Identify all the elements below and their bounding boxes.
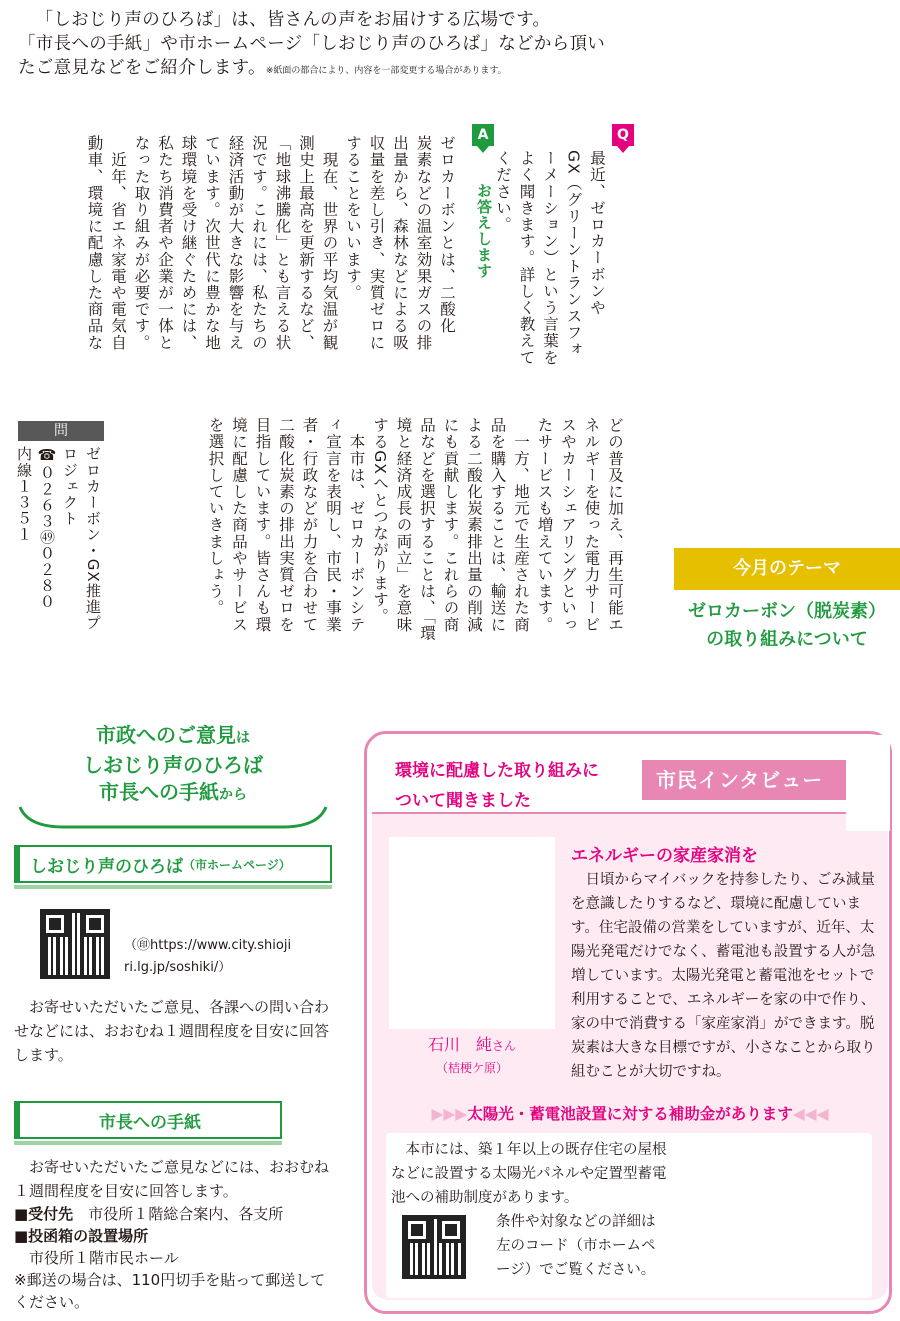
intro-line1: 「しおじり声のひろば」は、皆さんの声をお届けする広場です。 [35,10,551,30]
theme-title-line1: ゼロカーボン（脱炭素） [688,601,886,622]
hiroba-label[interactable] [14,845,332,883]
subsidy-text1: 本市には、築１年以上の既存住宅の屋根などに設置する太陽光パネルや定置型蓄電池への補助制度があります。 [391,1142,667,1206]
interviewee [389,1034,555,1079]
intro-line3: たご意見などをご紹介します。 [18,58,266,78]
intro [18,8,888,83]
letter-reception-label: ■受付先 [14,1205,74,1223]
interview-heading-line1: 環境に配慮した取り組みに [395,761,599,781]
hiroba-qr-code[interactable] [40,909,110,979]
contact-info: ゼロカーボン・GX推進プ ロジェクト ☎０２６３㊾０２８０ 内線１３５１ [15,446,102,632]
letter-reception-value: 市役所１階総合案内、各支所 [88,1205,284,1223]
subsidy-title: 太陽光・蓄電池設置に対する補助金があります [467,1105,793,1123]
interview-title: エネルギーの家産家消を [571,846,758,866]
opinion-line1: 市政へのご意見 [96,723,236,747]
opinion-line1-particle: は [236,730,250,746]
question-badge-pointer [617,146,629,153]
theme-title [674,598,900,654]
opinion-section [14,722,332,1313]
answer-text-part1: ゼロカーボンとは、二酸化 炭素などの温室効果ガスの排 出量から、森林などによる吸 収量を差し引き、実質ゼロに することをいいます。 現在、世界の平均気温が観 測史上最高を更新するなど、 「地球沸騰化」とも言える状 況です。これには、私たちの 経済活動が大きな影響を与え ています。次世代に豊かな地 球環境を受け継ぐためには、 私たち消費者や企業が一体と なった取り組みが必要です。 近年、省エネ家電や電気自 動車、環境に配慮した商品な [85,135,456,351]
opinion-line3-particle: から [219,787,247,803]
intro-note: ※紙面の都合により、内容を一部変更する場合があります。 [265,66,507,76]
interviewee-honorific: さん [492,1039,517,1053]
opinion-title [14,722,332,809]
letter-body: お寄せいただいたご意見などには、おおむね１週間程度を目安に回答します。 [14,1158,330,1200]
subsidy-heading [376,1102,884,1124]
hiroba-label-text: しおじり声のひろば [30,856,183,877]
letter-label-text: 市長への手紙 [99,1112,201,1133]
arrow-left-icon: ◀◀◀ [792,1105,829,1123]
interviewee-name: 石川 純 [427,1035,492,1054]
letter-mail-note: ※郵送の場合は、110円切手を貼って郵送してください。 [14,1271,326,1311]
hiroba-url[interactable]: （㊞https://www.city.shiojiri.lg.jp/soshiki/） [124,938,292,975]
contact-label: 問 [18,421,104,441]
interviewee-photo [389,837,555,1029]
hiroba-qr-row [14,909,332,979]
answer-badge-pointer [477,146,489,153]
answer-title: お答えします [475,183,493,279]
interview-tag: 市民インタビュー [642,760,846,800]
hiroba-body: お寄せいただいたご意見、各課への問い合わせなどには、おおむね１週間程度を目安に回答します。 [14,998,330,1064]
letter-reception [14,1203,332,1225]
question-badge: Q [612,124,634,146]
letter-box-value: 市役所１階市民ホール [29,1249,179,1267]
intro-line2: 「市長への手紙」や市ホームページ「しおじり声のひろば」などから頂い [18,34,606,54]
interview-corner-mask [846,735,890,831]
interviewee-area: （桔梗ケ原） [435,1061,508,1075]
question-text: 最近、ゼロカーボンや GX（グリーントランスフォ ーメーション）という言葉を よく聞きます。詳しく教えて ください。 [494,150,606,366]
letter-box-label: ■投函箱の設置場所 [14,1227,149,1245]
opinion-line2: しおじり声のひろば [83,753,263,777]
interview-heading-line2: ついて聞きました [395,791,531,811]
opinion-line3: 市長への手紙 [99,780,219,804]
interview-heading [395,756,599,816]
hiroba-label-sub: （市ホームページ） [183,857,291,872]
arrow-right-icon: ▶▶▶ [431,1105,468,1123]
theme-label: 今月のテーマ [674,548,900,590]
answer-badge: A [472,124,494,146]
letter-label[interactable] [14,1101,282,1139]
interview-body: 日頃からマイバックを持参したり、ごみ減量を意識したりするなど、環境に配慮しています。住宅設備の営業をしていますが、近年、太陽光発電だけでなく、蓄電池も設置する人が急増しています。太陽光発電と蓄電池をセットで利用することで、エネルギーを家の中で作り、家の中で消費する「家産家消」ができます。脱炭素は大きな目標ですが、小さなことから取り組むことが大切ですね。 [571,872,876,1080]
subsidy-qr-code[interactable] [402,1215,466,1279]
answer-text-part2: どの普及に加え、再生可能エ ネルギーを使った電力サービ スやカーシェアリングといっ たサービスも増えています。 一方、地元で生産された商 品を購入することは、輸送に よる二酸化炭素排出量の削減 にも貢献します。これらの商 品などを選択することは、「環 境と経済成長の両立」を意味 するGXへとつながります。 本市は、ゼロカーボンシテ ィ宣言を表明し、市民・事業 者・行政などが力を合わせて 二酸化炭素の排出実質ゼロを 目指しています。皆さんも環 境に配慮した商品やサービス を選択していきましょう。 [206,417,624,642]
subsidy-text2: 条件や対象などの詳細は左のコード（市ホームページ）でご覧ください。 [496,1214,656,1278]
theme-title-line2: の取り組みについて [706,629,868,650]
